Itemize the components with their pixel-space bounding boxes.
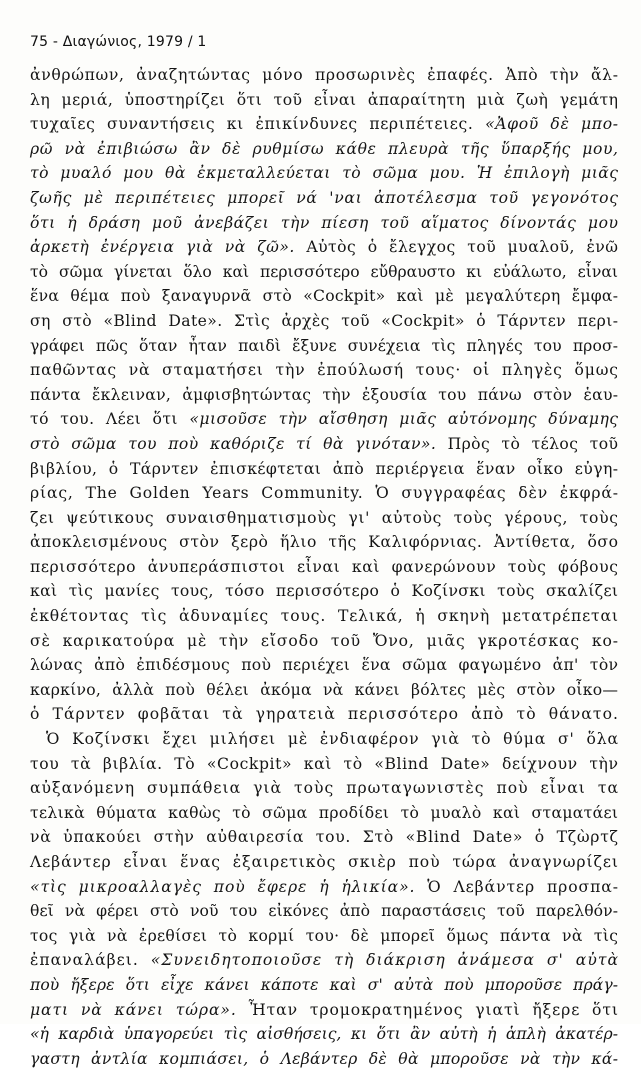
text-segment: Λεβάντερ εἶναι ἕνας ἐξαιρετικὸς σκιὲρ ποὺ τώρα ἀναγνωρίζει: [30, 853, 619, 871]
text-line: [30, 88, 618, 113]
text-line: [30, 211, 618, 236]
text-segment: ση στὸ «Blind Date». Στὶς ἀρχὲς τοῦ «Cockpit» ὁ Τάρντεν περι-: [30, 311, 619, 330]
text-segment: ὁ Τάρντεν φοβᾶται τὰ γηρατειὰ περισσότερο ἀπὸ τὸ θάνατο.: [30, 705, 620, 724]
text-line: [30, 309, 618, 334]
text-line: [30, 284, 618, 309]
text-line: [30, 137, 618, 162]
text-line: [30, 407, 618, 432]
text-segment: ζει ψεύτικους συναισθηματισμοὺς γι' αὐτοὺς τοὺς γέρους, τοὺς: [30, 508, 619, 527]
text-segment: βιβλίου, ὁ Τάρντεν ἐπισκέφτεται ἀπὸ περιέργεια ἕναν οἶκο εὐγη-: [30, 459, 619, 478]
text-line: [30, 899, 618, 924]
italic-quote-segment: γαστη ἀντλία κομπιάσει, ὁ Λεβάντερ δὲ θὰ μποροῦσε νὰ τὴν κά-: [30, 1049, 619, 1068]
text-line: [30, 875, 618, 900]
text-segment: τελικὰ θύματα καθὼς τὸ σῶμα προδίδει τὸ μυαλὸ καὶ σταματάει: [30, 803, 619, 822]
text-line: [30, 653, 618, 678]
italic-quote-segment: ἀρκετὴ ἐνέργεια γιὰ νὰ ζῶ».: [30, 238, 295, 257]
text-line: [30, 112, 618, 137]
text-segment: θεῖ νὰ φέρει στὸ νοῦ του εἰκόνες ἀπὸ παραστάσεις τοῦ παρελθόν-: [30, 902, 619, 921]
italic-quote-segment: τὸ μυαλό μου θὰ ἐκμεταλλεύεται τὸ σῶμα μου. Ἡ ἐπιλογὴ μιᾶς: [30, 164, 619, 183]
italic-quote-segment: ζωῆς μὲ περιπέτειες μπορεῖ νά 'ναι ἀποτέλεσμα τοῦ γεγονότος: [30, 188, 619, 207]
text-segment: καρκίνο, ἀλλὰ ποὺ θέλει ἀκόμα νὰ κάνει βόλτες μὲς στὸν οἶκο—: [30, 680, 619, 699]
text-segment: πάντα ἔκλειναν, ἀμφισβητώντας τὴν ἐξουσία του πάνω στὸν ἑαυ-: [30, 385, 619, 404]
text-segment: ρίας, The Golden Years Community. Ὁ συγγραφέας δὲν ἐκφρά-: [30, 484, 619, 503]
page-number: 75: [30, 34, 49, 50]
text-segment: Ὁ Λεβάντερ προσπα-: [415, 877, 619, 896]
text-line: [30, 1022, 618, 1047]
text-line: [30, 334, 618, 359]
text-segment: ἀποκλεισμένους στὸν ξερὸ ἥλιο τῆς Καλιφόρνιας. Ἀντίθετα, ὅσο: [30, 533, 619, 552]
text-segment: Αὐτὸς ὁ ἔλεγχος τοῦ μυαλοῦ, ἐνῶ: [294, 238, 619, 257]
text-line: [30, 555, 618, 580]
text-line: [30, 63, 618, 88]
text-segment: παθῶντας νὰ σταματήσει τὴν ἐπούλωσή τους· οἱ πληγὲς ὅμως: [30, 361, 619, 380]
text-line: [30, 579, 618, 604]
text-line: [30, 825, 618, 850]
text-line: [30, 383, 618, 408]
text-segment: Ὁ Κοζίνσκι ἔχει μιλήσει μὲ ἐνδιαφέρον γιὰ τὸ θύμα σ' ὅλα: [46, 730, 619, 749]
text-segment: αὐξανόμενη συμπάθεια γιὰ τοὺς πρωταγωνιστὲς ποὺ εἶναι τα: [30, 779, 619, 798]
italic-quote-segment: «μισοῦσε τὴν αἴσθηση μιᾶς αὐτόνομης δύναμης: [189, 410, 619, 429]
text-segment: ἐκθέτοντας τὶς ἀδυναμίες τους. Τελικά, ἡ σκηνὴ μετατρέπεται: [30, 607, 619, 626]
italic-quote-segment: στὸ σῶμα του ποὺ καθόριζε τί θὰ γινόταν».: [30, 434, 437, 453]
italic-quote-segment: «Ἀφοῦ δὲ μπο-: [485, 115, 619, 134]
italic-quote-segment: «ἡ καρδιὰ ὑπαγορεύει τὶς αἰσθήσεις, κι ὅτι ἂν αὐτὴ ἡ ἁπλὴ ἀκατέρ-: [30, 1025, 618, 1044]
text-segment: τό του. Λέει ὅτι: [30, 410, 190, 429]
text-line: [30, 678, 618, 703]
text-segment: καὶ τὶς μανίες τους, τόσο περισσότερο ὁ Κοζίνσκι τοὺς σκαλίζει: [30, 582, 619, 601]
text-segment: ἀνθρώπων, ἀναζητώντας μόνο προσωρινὲς ἐπαφές. Ἀπὸ τὴν ἄλ-: [30, 66, 619, 84]
text-segment: Πρὸς τὸ τέλος τοῦ: [436, 434, 619, 453]
text-segment: ἕνα θέμα ποὺ ξαναγυρνᾶ στὸ «Cockpit» καὶ μὲ μεγαλύτερη ἔμφα-: [30, 287, 619, 306]
header-separator: -: [48, 34, 63, 50]
text-line: [30, 850, 618, 875]
text-line: [30, 801, 618, 826]
text-line: [30, 604, 618, 629]
text-line: [30, 481, 618, 506]
italic-quote-segment: ρῶ νὰ ἐπιβιώσω ἂν δὲ ρυθμίσω κάθε πλευρὰ τῆς ὕπαρξής μου,: [30, 139, 619, 158]
text-line: [30, 998, 618, 1023]
text-segment: λώνας ἀπὸ ἐπιδέσμους ποὺ περιέχει ἕνα σῶμα φαγωμένο ἀπ' τὸν: [30, 656, 619, 675]
italic-quote-segment: ποὺ ἤξερε ὅτι εἶχε κάνει κάποτε καὶ σ' αὐτὰ ποὺ μποροῦσε πράγ-: [30, 975, 619, 994]
text-line: [30, 235, 618, 260]
text-line: [30, 727, 618, 752]
text-line: [30, 186, 618, 211]
text-line: [30, 629, 618, 654]
italic-quote-segment: ὅτι ἡ δράση μοῦ ἀνεβάζει τὴν πίεση τοῦ αἵματος δίνοντάς μου: [30, 213, 619, 232]
text-line: [30, 948, 618, 973]
text-line: [30, 702, 618, 727]
text-segment: γράφει πῶς ὅταν ἦταν παιδὶ ἔξυνε συνέχεια τὶς πληγές του προσ-: [30, 336, 619, 355]
italic-quote-segment: «τὶς μικροαλλαγὲς ποὺ ἔφερε ἡ ἡλικία».: [30, 877, 416, 896]
text-line: [30, 1047, 618, 1071]
text-line: [30, 530, 618, 555]
text-segment: Ἦταν τρομοκρατημένος γιατὶ ἤξερε ὅτι: [236, 1000, 619, 1019]
text-segment: τος γιὰ νὰ ἐρεθίσει τὸ κορμί του· δὲ μπορεῖ ὅμως πάντα νὰ τὶς: [30, 926, 619, 945]
text-segment: τὸ σῶμα γίνεται ὅλο καὶ περισσότερο εὔθραυστο κι εὐάλωτο, εἶναι: [30, 262, 618, 281]
italic-quote-segment: «Συνειδητοποιοῦσε τὴ διάκριση ἀνάμεσα σ' αὐτὰ: [150, 951, 619, 970]
italic-quote-segment: ματι νὰ κάνει τώρα».: [30, 1000, 237, 1019]
body-text: [30, 63, 618, 1071]
text-line: [30, 161, 618, 186]
publication-title: Διαγώνιος, 1979 / 1: [62, 34, 207, 50]
text-segment: ἐπαναλάβει.: [30, 951, 151, 970]
text-segment: νὰ ὑπακούει στὴν αὐθαιρεσία του. Στὸ «Blind Date» ὁ Τζὼρτζ: [30, 828, 619, 847]
text-segment: του τὰ βιβλία. Τὸ «Cockpit» καὶ τὸ «Blind Date» δείχνουν τὴν: [30, 754, 619, 773]
text-segment: λη μεριά, ὑποστηρίζει ὅτι τοῦ εἶναι ἀπαραίτητη μιὰ ζωὴ γεμάτη: [30, 90, 619, 109]
text-segment: σὲ καρικατούρα μὲ τὴν εἴσοδο τοῦ Ὄνο, μιᾶς γκροτέσκας κο-: [30, 631, 619, 650]
text-line: [30, 432, 618, 457]
text-line: [30, 457, 618, 482]
text-line: [30, 924, 618, 949]
text-segment: τυχαῖες συναντήσεις κι ἐπικίνδυνες περιπέτειες.: [30, 115, 486, 134]
page-header: [30, 34, 207, 50]
text-line: [30, 776, 618, 801]
text-segment: περισσότερο ἀνυπεράσπιστοι εἶναι καὶ φανερώνουν τοὺς φόβους: [30, 557, 619, 576]
text-line: [30, 506, 618, 531]
text-line: [30, 260, 618, 285]
text-line: [30, 358, 618, 383]
text-line: [30, 973, 618, 998]
text-line: [30, 752, 618, 777]
